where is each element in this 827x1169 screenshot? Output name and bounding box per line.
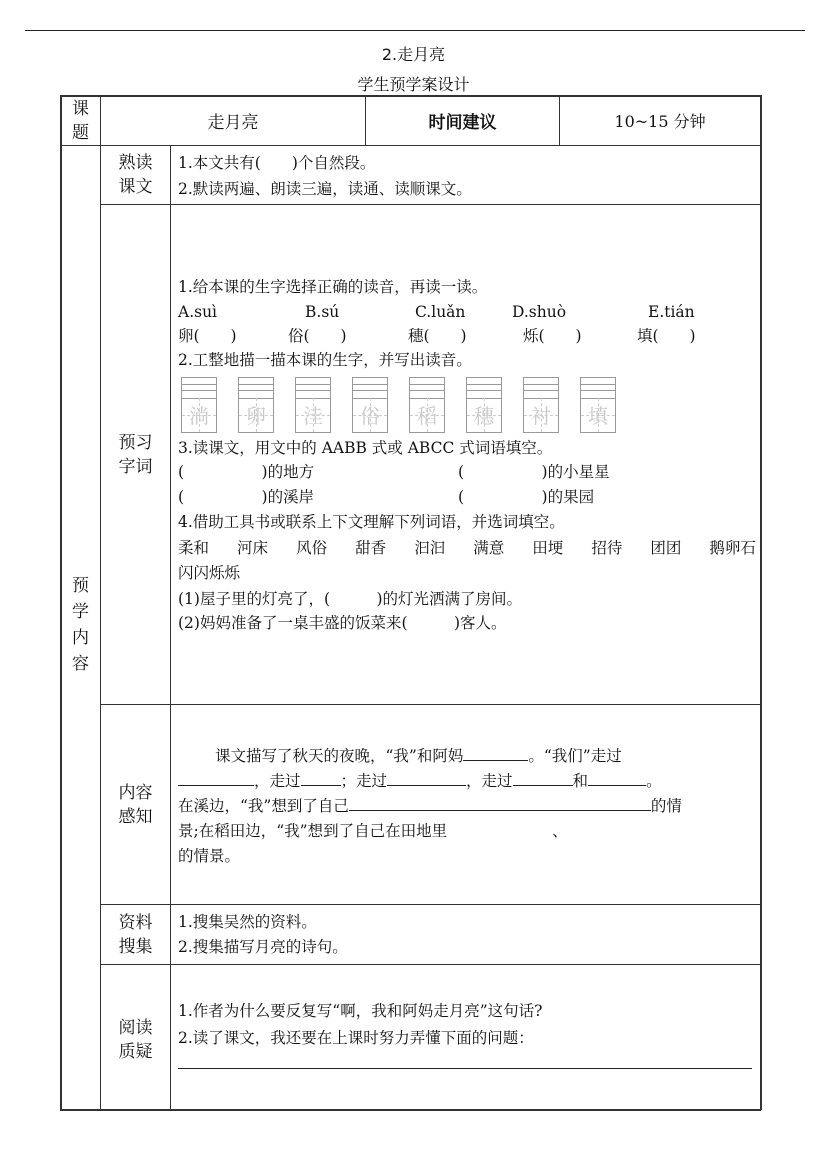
words-q1: 1.给本课的生字选择正确的读音，再读一读。 bbox=[178, 278, 488, 296]
lesson-label: 课 题 bbox=[72, 98, 89, 143]
word-bank-item: 满意 bbox=[473, 539, 505, 557]
option-e: E.tián bbox=[648, 303, 695, 321]
char-blank-3: 穗( ) bbox=[408, 327, 467, 345]
section-label-words: 预习 字词 bbox=[118, 433, 153, 477]
words-q2: 2.工整地描一描本课的生字，并写出读音。 bbox=[178, 351, 472, 369]
word-bank-item: 柔和 bbox=[178, 539, 210, 557]
header-rule bbox=[25, 30, 805, 31]
word-bank-item: 团团 bbox=[650, 539, 682, 557]
answer-blank[interactable] bbox=[349, 796, 651, 811]
content-line-1: 课文描写了秋天的夜晚，“我”和阿妈 。“我们”走过 bbox=[215, 747, 622, 765]
answer-blank[interactable] bbox=[463, 746, 528, 761]
fill-4: ( )的果园 bbox=[458, 488, 595, 506]
time-value: 10~15 分钟 bbox=[614, 112, 706, 131]
word-bank bbox=[178, 537, 756, 559]
word-bank-item: 田埂 bbox=[532, 539, 564, 557]
fill-3: ( )的溪岸 bbox=[178, 488, 315, 506]
fill-2: ( )的小星星 bbox=[458, 463, 610, 481]
option-a: A.suì bbox=[178, 303, 218, 321]
question-line-2: 2.读了课文，我还要在上课时努力弄懂下面的问题： bbox=[178, 1029, 534, 1047]
collect-line-1: 1.搜集吴然的资料。 bbox=[178, 913, 317, 931]
word-bank-item: 汩汩 bbox=[414, 539, 446, 557]
char-blank-2: 俗( ) bbox=[288, 327, 347, 345]
content-line-2: ，走过 ；走过 ，走过 和 。 bbox=[178, 770, 662, 792]
question-line-1: 1.作者为什么要反复写“啊，我和阿妈走月亮”这句话? bbox=[178, 1002, 543, 1020]
trace-box[interactable]: 洼 bbox=[295, 377, 331, 433]
char-blank-4: 烁( ) bbox=[523, 327, 582, 345]
sentence-1: (1)屋子里的灯亮了，( )的灯光洒满了房间。 bbox=[178, 590, 523, 608]
page-subtitle: 学生预学案设计 bbox=[357, 75, 470, 94]
answer-blank[interactable] bbox=[588, 771, 646, 786]
time-label: 时间建议 bbox=[428, 113, 497, 133]
word-bank-item: 闪闪烁烁 bbox=[178, 564, 241, 582]
word-bank-item: 鹅卵石 bbox=[709, 539, 756, 557]
trace-box[interactable]: 卵 bbox=[238, 377, 274, 433]
section-label-collect: 资料 搜集 bbox=[118, 912, 153, 957]
option-b: B.sú bbox=[305, 303, 340, 321]
answer-blank[interactable] bbox=[513, 771, 573, 786]
content-line-3: 在溪边，“我”想到了自己 的情 bbox=[178, 797, 682, 815]
collect-line-2: 2.搜集描写月亮的诗句。 bbox=[178, 938, 348, 956]
content-line-5: 的情景。 bbox=[178, 847, 241, 865]
sentence-2: (2)妈妈准备了一桌丰盛的饭菜来( )客人。 bbox=[178, 614, 507, 632]
word-bank-item: 风俗 bbox=[296, 539, 328, 557]
answer-line[interactable] bbox=[178, 1068, 752, 1069]
words-q3: 3.读课文，用文中的 AABB 式或 ABCC 式词语填空。 bbox=[178, 439, 553, 457]
char-blank-1: 卵( ) bbox=[178, 327, 237, 345]
answer-blank[interactable] bbox=[301, 771, 341, 786]
lesson-name: 走月亮 bbox=[207, 113, 259, 133]
answer-blank[interactable] bbox=[387, 771, 466, 786]
answer-blank[interactable] bbox=[178, 771, 254, 786]
word-bank-item: 招待 bbox=[591, 539, 623, 557]
trace-box[interactable]: 穗 bbox=[466, 377, 502, 433]
word-bank-item: 甜香 bbox=[355, 539, 387, 557]
trace-box[interactable]: 衬 bbox=[523, 377, 559, 433]
section-label-read: 熟读 课文 bbox=[118, 153, 153, 197]
trace-box[interactable]: 填 bbox=[580, 377, 616, 433]
trace-box[interactable]: 俗 bbox=[352, 377, 388, 433]
fill-1: ( )的地方 bbox=[178, 463, 315, 481]
trace-box[interactable]: 淌 bbox=[181, 377, 217, 433]
char-blank-5: 填( ) bbox=[637, 327, 696, 345]
option-d: D.shuò bbox=[512, 303, 567, 321]
section-label-content: 内容 感知 bbox=[118, 783, 153, 827]
content-line-4: 景;在稻田边，“我”想到了自己在田地里 、 bbox=[178, 822, 568, 840]
read-line-2: 2.默读两遍、朗读三遍，读通、读顺课文。 bbox=[178, 180, 472, 198]
lesson-title: 2.走月亮 bbox=[381, 45, 446, 64]
option-c: C.luǎn bbox=[415, 303, 466, 321]
trace-box[interactable]: 稻 bbox=[409, 377, 445, 433]
read-line-1: 1.本文共有( )个自然段。 bbox=[178, 154, 376, 172]
side-label-preview-content: 预 学 内 容 bbox=[72, 576, 89, 674]
word-bank-item: 河床 bbox=[237, 539, 269, 557]
section-label-question: 阅读 质疑 bbox=[118, 1018, 153, 1062]
words-q4: 4.借助工具书或联系上下文理解下列词语，并选词填空。 bbox=[178, 513, 565, 531]
